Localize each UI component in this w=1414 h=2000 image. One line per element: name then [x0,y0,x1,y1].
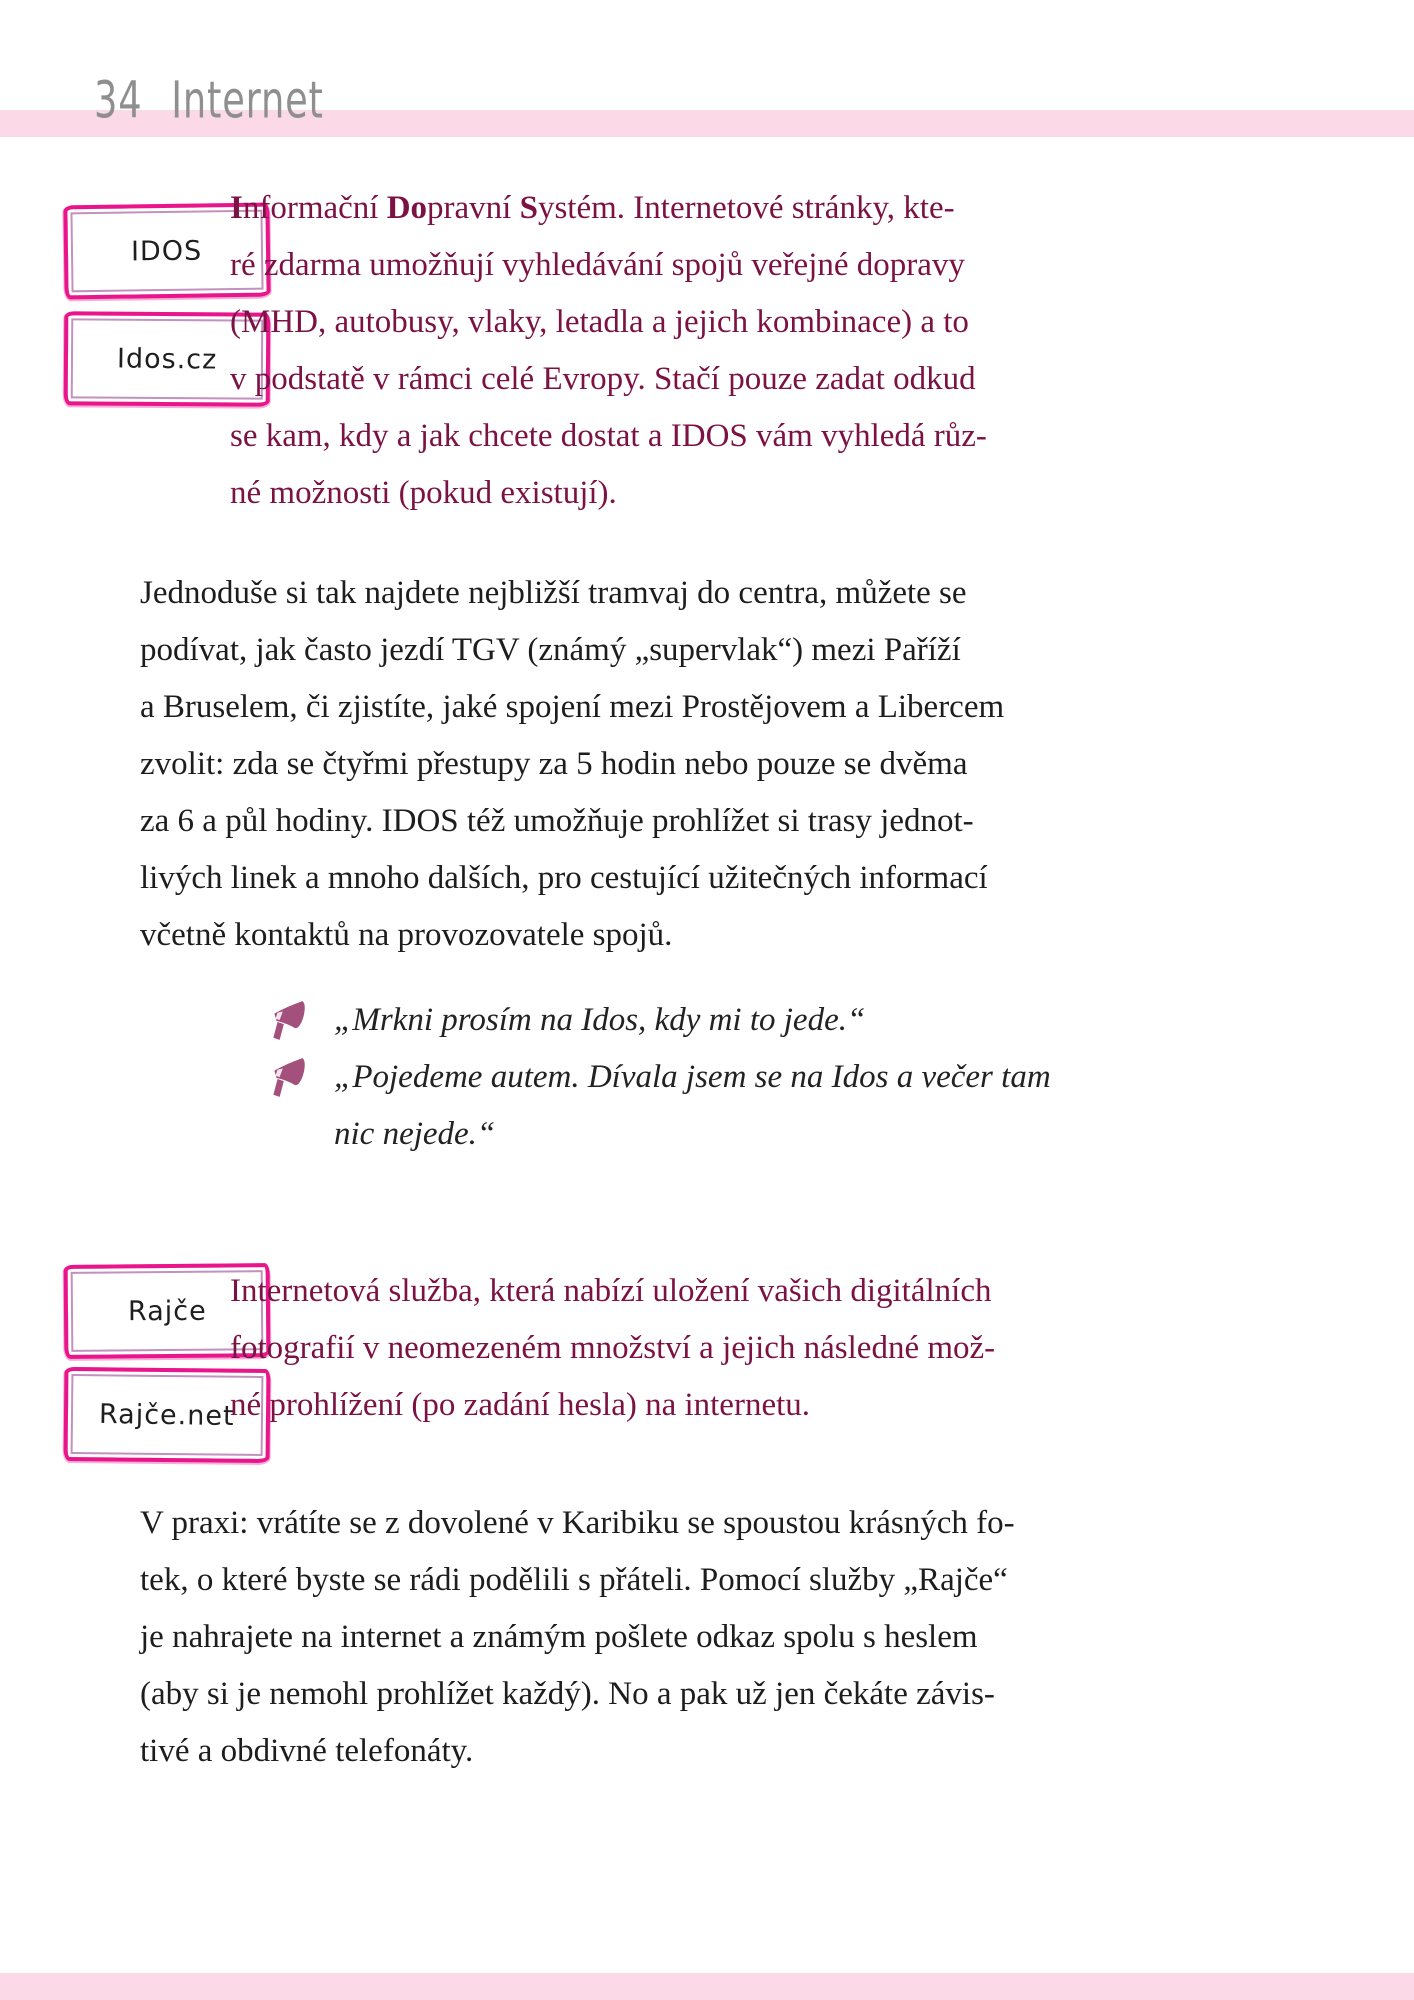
definition-line: se kam, kdy a jak chcete dostat a IDOS vám vyhledá růz- [230,418,987,454]
megaphone-icon [268,1057,308,1101]
body-line: V praxi: vrátíte se z dovolené v Karibiku se spoustou krásných fo- [140,1505,1015,1541]
rajce-definition-paragraph [230,1263,995,1434]
body-line: a Bruselem, či zjistíte, jaké spojení mezi Prostějovem a Libercem [140,689,1005,725]
footer-band [0,1973,1414,2000]
body-line: Jednoduše si tak najdete nejbližší tramvaj do centra, můžete se [140,575,967,611]
idos-url-label: Idos.cz [116,342,218,376]
definition-line: né možnosti (pokud existují). [230,475,617,511]
page-header [94,70,324,129]
body-line: tek, o které byste se rádi podělili s přáteli. Pomocí služby „Rajče“ [140,1562,1008,1598]
body-line: je nahrajete na internet a známým pošlete odkaz spolu s heslem [140,1619,978,1655]
quote-item [268,1049,1051,1163]
definition-line: Internetová služba, která nabízí uložení vašich digitálních [230,1273,992,1309]
usage-examples [268,992,1051,1163]
rajce-body-paragraph [140,1495,1015,1780]
definition-line: né prohlížení (po zadání hesla) na internetu. [230,1387,811,1423]
quote-line: „Mrkni prosím na Idos, kdy mi to jede.“ [334,1002,866,1038]
definition-line: fotografií v neomezeném množství a jejich následné mož- [230,1330,996,1366]
megaphone-icon [268,1000,308,1044]
body-line: (aby si je nemohl prohlížet každý). No a pak už jen čekáte závis- [140,1676,995,1712]
body-line: livých linek a mnoho dalších, pro cestující užitečných informací [140,860,988,896]
idos-body-paragraph [140,565,1004,964]
quote-line: „Pojedeme autem. Dívala jsem se na Idos a večer tam [334,1059,1051,1095]
quote-line: nic nejede.“ [334,1116,496,1152]
page-number: 34 [94,70,143,130]
body-line: včetně kontaktů na provozovatele spojů. [140,917,673,953]
body-line: za 6 a půl hodiny. IDOS též umožňuje prohlížet si trasy jednot- [140,803,974,839]
body-line: podívat, jak často jezdí TGV (známý „supervlak“) mezi Paříží [140,632,961,668]
rajce-keyword-label: Rajče [127,1295,207,1327]
definition-line: (MHD, autobusy, vlaky, letadla a jejich kombinace) a to [230,304,969,340]
quote-item [268,992,1051,1049]
body-line: zvolit: zda se čtyřmi přestupy za 5 hodin nebo pouze se dvěma [140,746,968,782]
idos-definition-paragraph [230,180,987,522]
rajce-url-label: Rajče.net [98,1398,236,1432]
body-line: tivé a obdivné telefonáty. [140,1733,474,1769]
definition-line: v podstatě v rámci celé Evropy. Stačí pouze zadat odkud [230,361,976,397]
definition-line: Informační Dopravní Systém. Internetové stránky, kte- [230,190,955,226]
definition-line: ré zdarma umožňují vyhledávání spojů veřejné dopravy [230,247,965,283]
idos-keyword-label: IDOS [131,235,203,267]
section-title: Internet [171,70,324,130]
